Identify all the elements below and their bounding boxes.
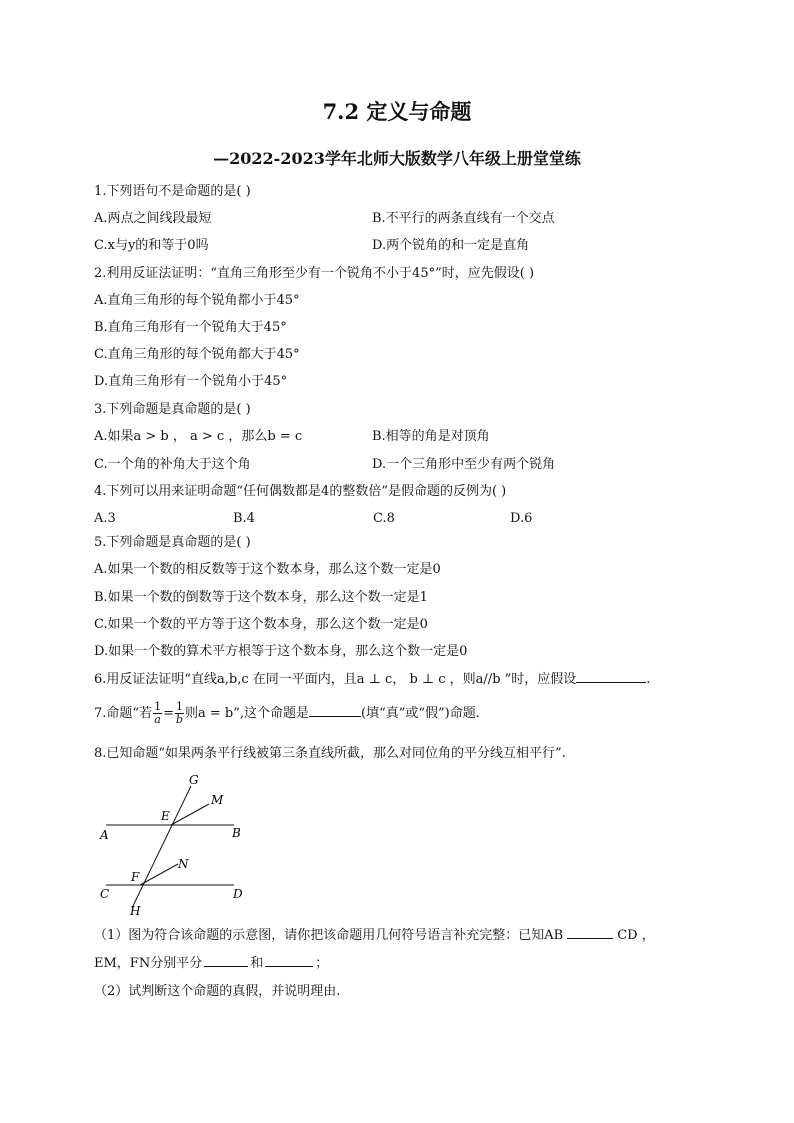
answer-blank[interactable] <box>265 954 313 967</box>
option-c: C.一个角的补角大于这个角 <box>94 457 251 472</box>
question-3-row-1 <box>94 428 490 446</box>
parallel-lines-figure <box>94 768 264 918</box>
fraction-1-over-b <box>175 701 184 726</box>
question-8-part-1-line-1 <box>94 926 655 945</box>
label-b: B <box>232 826 241 840</box>
page-subtitle: —2022-2023学年北师大版数学八年级上册堂堂练 <box>213 149 581 168</box>
fraction-numerator: 1 <box>175 700 183 713</box>
question-5-option-d: D.如果一个数的算术平方根等于这个数本身，那么这个数一定是0 <box>94 644 468 659</box>
option-d: D.两个锐角的和一定是直角 <box>372 238 530 253</box>
question-4-options <box>94 510 533 528</box>
fraction-numerator: 1 <box>154 700 162 713</box>
ray-fn <box>140 864 178 885</box>
label-n: N <box>178 857 189 871</box>
option-a: A.两点之间线段最短 <box>94 211 212 226</box>
question-2-option-b: B.直角三角形有一个锐角大于45° <box>94 320 287 335</box>
answer-blank[interactable] <box>309 704 361 717</box>
question-5-option-c: C.如果一个数的平方等于这个数本身，那么这个数一定是0 <box>94 617 428 632</box>
transversal-gh <box>132 786 191 908</box>
question-5-option-a: A.如果一个数的相反数等于这个数本身，那么这个数一定是0 <box>94 562 441 577</box>
option-b: B.相等的角是对顶角 <box>372 429 490 444</box>
question-1-row-1 <box>94 210 555 228</box>
question-2-option-c: C.直角三角形的每个锐角都大于45° <box>94 347 300 362</box>
question-6 <box>94 670 650 689</box>
question-8-part-1-line-2 <box>94 954 328 973</box>
label-e: E <box>161 809 170 823</box>
question-6-period: . <box>646 672 651 687</box>
label-m: M <box>211 793 224 807</box>
label-h: H <box>130 904 141 918</box>
question-7 <box>94 701 480 727</box>
question-1-row-2 <box>94 237 530 255</box>
part-1-text-cd: CD ， <box>617 928 655 943</box>
label-c: C <box>100 887 110 901</box>
option-b: B.4 <box>233 511 255 526</box>
page-title: 7.2 定义与命题 <box>322 99 472 124</box>
label-a: A <box>100 828 109 842</box>
fraction-denominator: a <box>154 713 161 726</box>
question-8-part-2: （2）试判断这个命题的真假，并说明理由. <box>94 984 341 999</box>
question-2-stem: 2.利用反证法证明：“直角三角形至少有一个锐角不小于45°”时，应先假设( ) <box>94 266 535 281</box>
option-b: B.不平行的两条直线有一个交点 <box>372 211 555 226</box>
fraction-1-over-a <box>153 701 162 726</box>
question-5-option-b: B.如果一个数的倒数等于这个数本身，那么这个数一定是1 <box>94 590 428 605</box>
and-text: 和 <box>250 956 264 971</box>
question-6-text: 6.用反证法证明“直线a,b,c 在同一平面内，且a ⊥ c， b ⊥ c ，则a//b ”时，应假设 <box>94 672 577 687</box>
part-1-text: EM，FN分别平分 <box>94 956 203 971</box>
question-2-option-a: A.直角三角形的每个锐角都小于45° <box>94 293 300 308</box>
question-7-post: 则a = b”,这个命题是 <box>185 706 310 721</box>
option-a: A.3 <box>94 511 116 526</box>
question-2-option-d: D.直角三角形有一个锐角小于45° <box>94 374 288 389</box>
answer-blank[interactable] <box>576 670 646 683</box>
option-d: D.一个三角形中至少有两个锐角 <box>372 457 556 472</box>
option-c: C.x与y的和等于0吗 <box>94 238 209 253</box>
question-1-stem: 1.下列语句不是命题的是( ) <box>94 184 251 199</box>
label-f: F <box>131 870 140 884</box>
question-3-row-2 <box>94 456 556 474</box>
answer-blank[interactable] <box>567 926 613 939</box>
question-4-stem: 4.下列可以用来证明命题“任何偶数都是4的整数倍”是假命题的反例为( ) <box>94 484 507 499</box>
question-7-pre: 7.命题“若 <box>94 706 153 721</box>
fraction-denominator: b <box>175 713 184 726</box>
part-1-text: （1）图为符合该命题的示意图，请你把该命题用几何符号语言补充完整：已知AB <box>94 928 564 943</box>
question-7-tail: (填“真”或“假”)命题. <box>361 706 480 721</box>
question-3-stem: 3.下列命题是真命题的是( ) <box>94 402 251 417</box>
question-5-stem: 5.下列命题是真命题的是( ) <box>94 535 251 550</box>
semicolon: ； <box>315 956 329 971</box>
answer-blank[interactable] <box>204 954 248 967</box>
option-d: D.6 <box>510 511 533 526</box>
label-g: G <box>189 773 199 787</box>
option-c: C.8 <box>373 511 395 526</box>
question-8-stem: 8.已知命题“如果两条平行线被第三条直线所截，那么对同位角的平分线互相平行”. <box>94 746 566 761</box>
equals-sign: = <box>163 706 174 721</box>
label-d: D <box>233 887 243 901</box>
option-a: A.如果a > b ， a > c ，那么b = c <box>94 429 303 444</box>
